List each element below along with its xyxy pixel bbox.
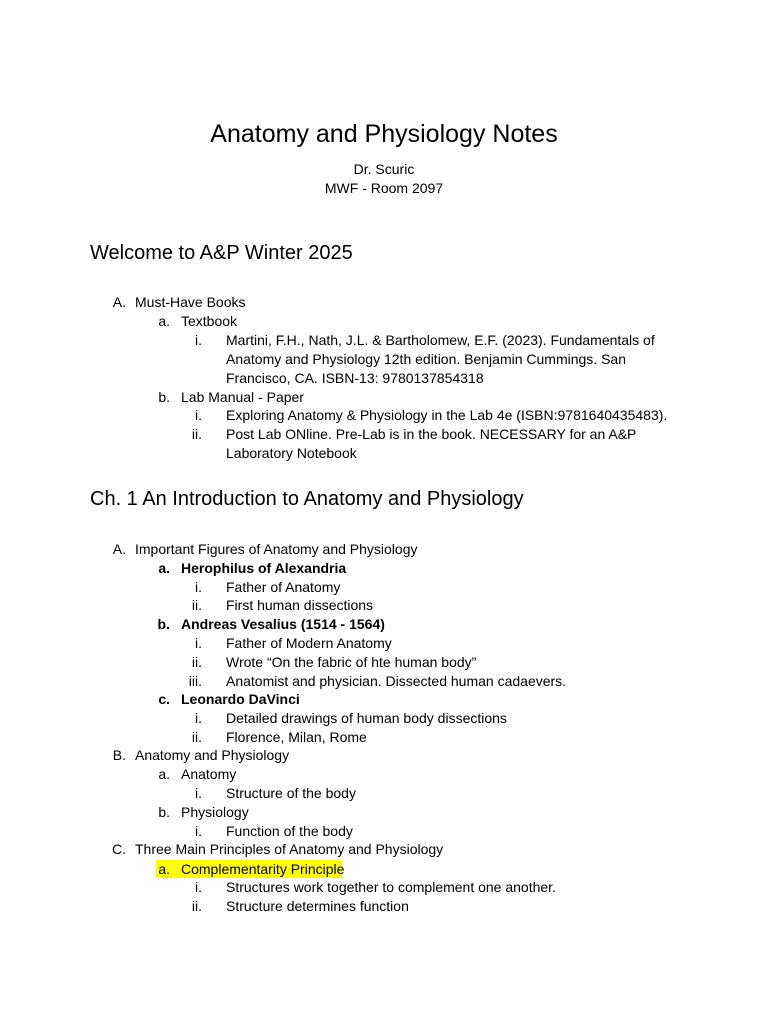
list-item-text: Important Figures of Anatomy and Physiology [135, 541, 418, 557]
list-marker: i. [195, 332, 202, 348]
list-marker: iii. [188, 673, 202, 689]
list-item-text: Physiology [181, 804, 249, 820]
list-marker: A. [112, 294, 126, 310]
section-heading-chapter-1: Ch. 1 An Introduction to Anatomy and Physiology [90, 488, 524, 510]
list-marker: i. [195, 785, 202, 801]
list-marker: a. [158, 560, 170, 576]
list-marker: A. [112, 541, 126, 557]
list-marker: i. [195, 710, 202, 726]
list-item-text: Complementarity Principle [181, 861, 345, 877]
list-item-text: Lab Manual - Paper [181, 389, 304, 405]
list-item-text: Martini, F.H., Nath, J.L. & Bartholomew, E.F. (2023). Fundamentals of [226, 332, 655, 348]
list-marker: b. [157, 616, 170, 632]
list-marker: a. [158, 861, 170, 877]
instructor-name: Dr. Scuric [353, 161, 415, 177]
list-marker: B. [112, 747, 126, 763]
list-marker: ii. [191, 426, 202, 442]
list-marker: b. [158, 389, 170, 405]
list-item-text: Anatomist and physician. Dissected human cadaevers. [226, 673, 567, 689]
list-marker: i. [195, 635, 202, 651]
list-marker: i. [195, 879, 202, 895]
list-item-text: Textbook [181, 313, 238, 329]
list-item-text: Anatomy and Physiology [135, 747, 290, 763]
list-marker: ii. [191, 898, 202, 914]
document-title: Anatomy and Physiology Notes [210, 120, 558, 148]
list-marker: i. [195, 407, 202, 423]
list-item-continuation: Anatomy and Physiology 12th edition. Benjamin Cummings. San [226, 351, 626, 367]
list-marker: ii. [191, 597, 202, 613]
class-schedule: MWF - Room 2097 [324, 180, 444, 196]
list-item-text: Three Main Principles of Anatomy and Physiology [135, 841, 444, 857]
list-item-text: Exploring Anatomy & Physiology in the Lab 4e (ISBN:9781640435483). [226, 407, 668, 423]
list-item-text: Must-Have Books [135, 294, 246, 310]
list-marker: ii. [191, 729, 202, 745]
list-marker: i. [195, 823, 202, 839]
list-item-continuation: Laboratory Notebook [226, 445, 357, 461]
list-marker: b. [158, 804, 170, 820]
list-item-text: Anatomy [181, 766, 237, 782]
list-item-text: Structures work together to complement one another. [226, 879, 556, 895]
list-marker: a. [158, 766, 170, 782]
list-item-text: Florence, Milan, Rome [226, 729, 367, 745]
list-item-text: Andreas Vesalius (1514 - 1564) [181, 616, 385, 632]
list-item-text: Structure determines function [226, 898, 409, 914]
list-item-text: First human dissections [226, 597, 374, 613]
list-item-text: Function of the body [226, 823, 353, 839]
list-marker: i. [195, 579, 202, 595]
list-item-text: Post Lab ONline. Pre-Lab is in the book. NECESSARY for an A&P [226, 426, 637, 442]
list-item-text: Herophilus of Alexandria [181, 560, 347, 576]
list-item-text: Father of Modern Anatomy [226, 635, 392, 651]
list-item-text: Father of Anatomy [226, 579, 341, 595]
list-item-text: Wrote “On the fabric of hte human body” [226, 654, 477, 670]
list-marker: ii. [191, 654, 202, 670]
section-heading-welcome: Welcome to A&P Winter 2025 [90, 242, 353, 264]
list-marker: c. [158, 691, 170, 707]
list-marker: C. [112, 841, 126, 857]
list-item-continuation: Francisco, CA. ISBN-13: 9780137854318 [226, 370, 484, 386]
list-item-text: Structure of the body [226, 785, 356, 801]
list-item-text: Detailed drawings of human body dissections [226, 710, 507, 726]
list-marker: a. [158, 313, 170, 329]
list-item-text: Leonardo DaVinci [181, 691, 300, 707]
